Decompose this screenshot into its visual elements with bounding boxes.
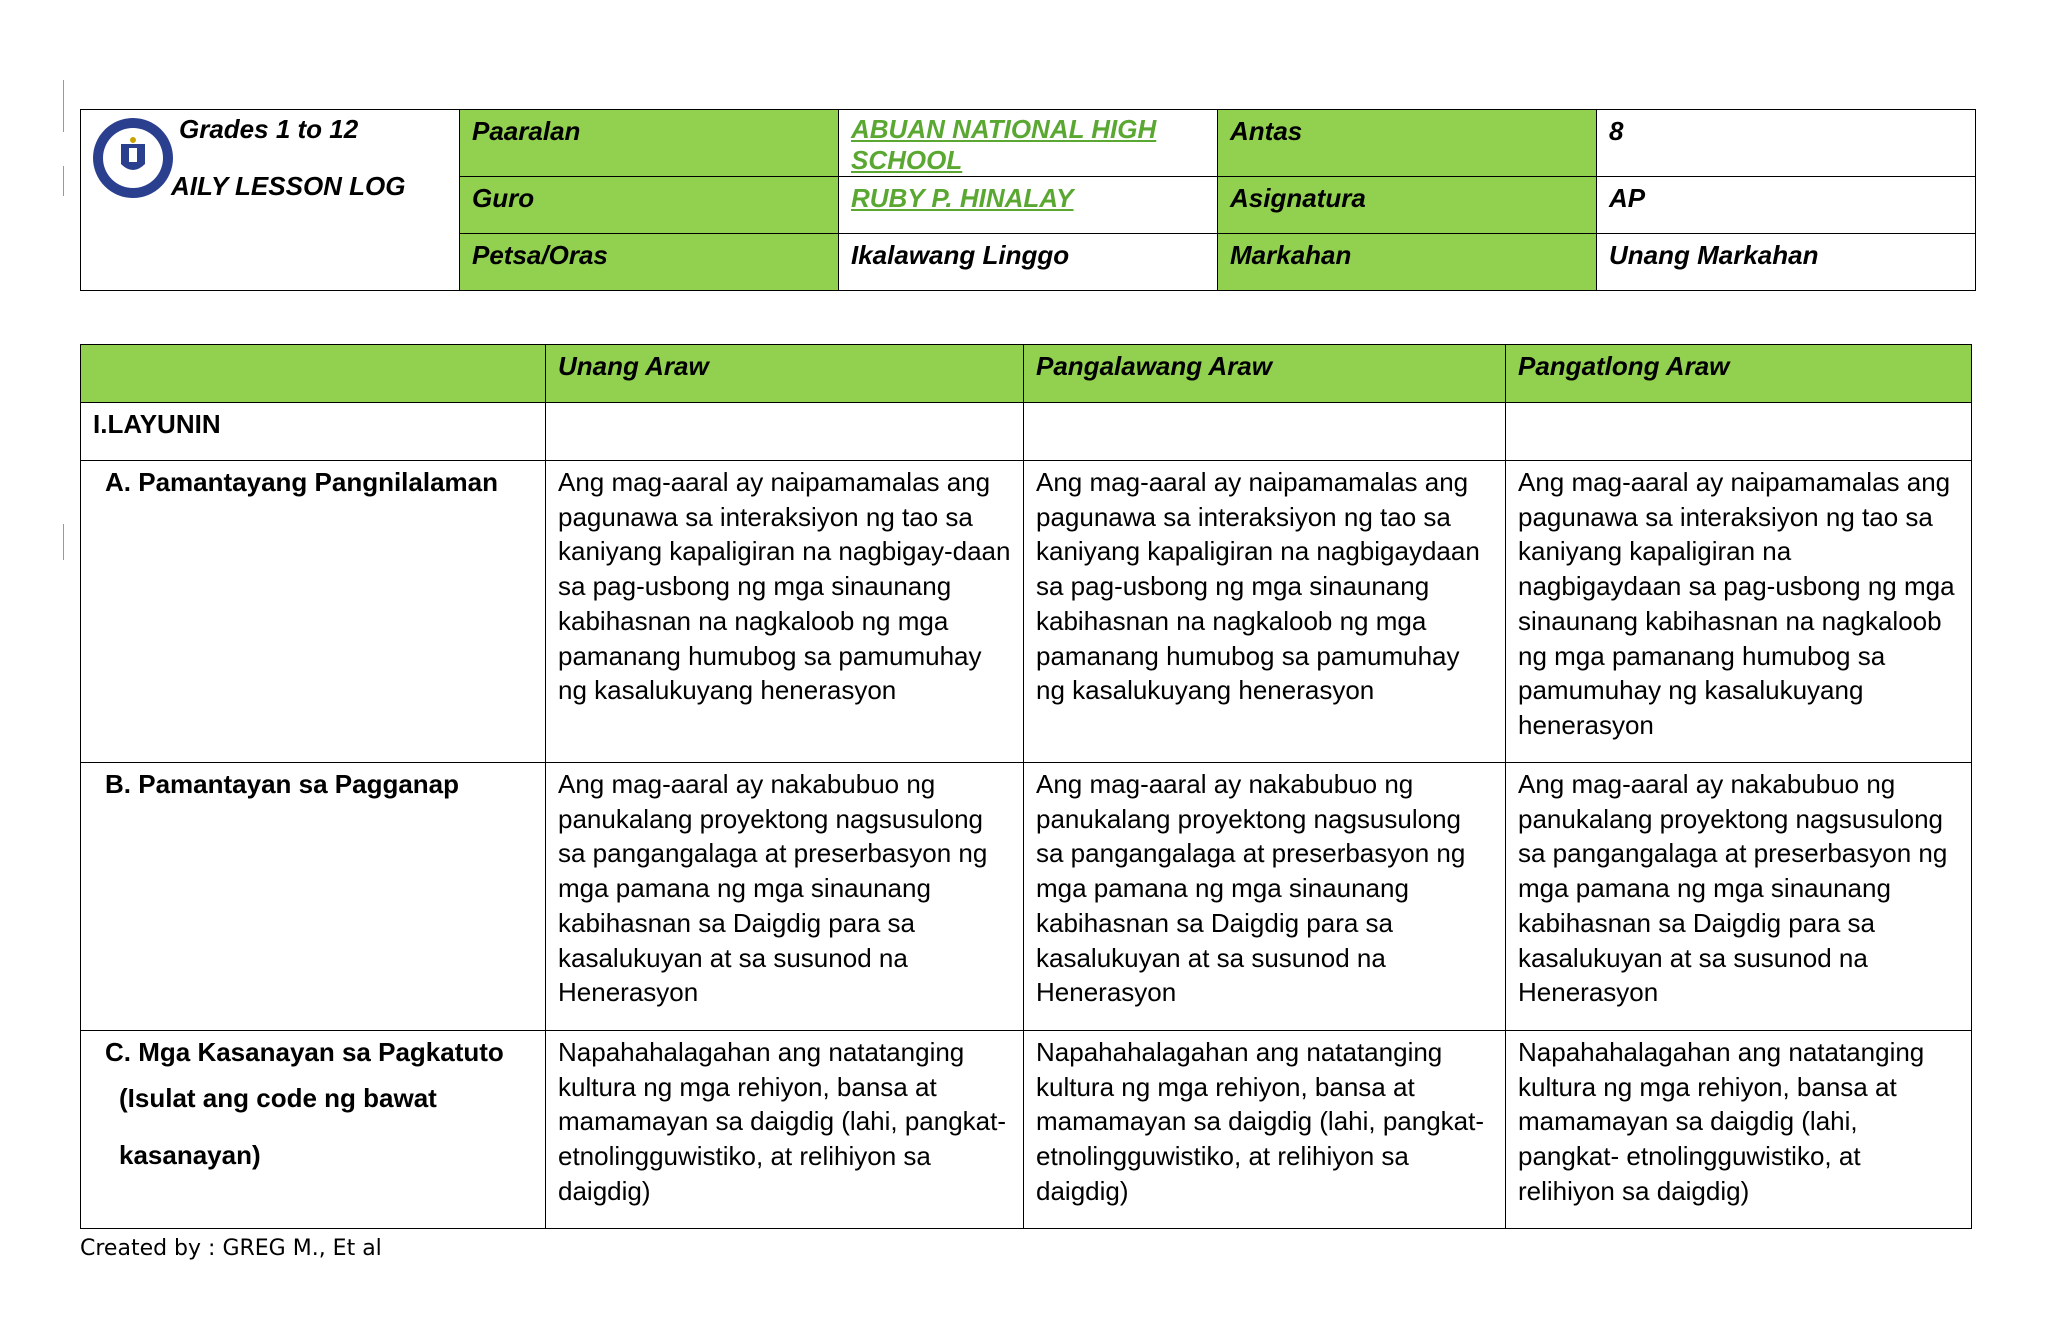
row-c-day3: Napahahalagahan ang natatanging kultura ng mga rehiyon, bansa at mamamayan sa daigdig (lahi, pangkat- etnolingguwistiko, at relihiyon sa daigdig) <box>1506 1031 1972 1229</box>
lesson-log-title: AILY LESSON LOG <box>171 171 406 201</box>
margin-mark <box>63 524 64 560</box>
row-label-b: B. Pamantayan sa Pagganap <box>81 763 546 1031</box>
row-c-day1: Napahahalagahan ang natatanging kultura ng mga rehiyon, bansa at mamamayan sa daigdig (lahi, pangkat- etnolingguwistiko, at relihiyon sa daigdig) <box>546 1031 1024 1229</box>
deped-seal-icon <box>91 116 175 200</box>
label-petsa-oras: Petsa/Oras <box>460 234 839 291</box>
footer-credit: Created by : GREG M., Et al <box>80 1236 382 1261</box>
section-title: I.LAYUNIN <box>81 403 546 461</box>
teacher-name-link[interactable]: RUBY P. HINALAY <box>839 177 1218 234</box>
row-a-day2: Ang mag-aaral ay naipamamalas ang pagunawa sa interaksiyon ng tao sa kaniyang kapaligiran na nagbigaydaan sa pag-usbong ng mga sinaunang kabihasnan na nagkaloob ng mga pamanang humubog sa pamumuhay ng kasalukuyang henerasyon <box>1024 461 1506 763</box>
empty-cell <box>546 403 1024 461</box>
row-label-a: A. Pamantayang Pangnilalaman <box>81 461 546 763</box>
empty-cell <box>1506 403 1972 461</box>
value-antas: 8 <box>1597 110 1976 177</box>
table-row <box>81 1031 1972 1229</box>
section-row <box>81 403 1972 461</box>
column-header-day2: Pangalawang Araw <box>1024 345 1506 403</box>
value-petsa-oras: Ikalawang Linggo <box>839 234 1218 291</box>
table-header-row <box>81 345 1972 403</box>
school-name-link[interactable]: ABUAN NATIONAL HIGH SCHOOL <box>839 110 1218 177</box>
label-guro: Guro <box>460 177 839 234</box>
label-antas: Antas <box>1218 110 1597 177</box>
row-b-day2: Ang mag-aaral ay nakabubuo ng panukalang proyektong nagsusulong sa pangangalaga at preserbasyon ng mga pamana ng mga sinaunang kabihasnan sa Daigdig para sa kasalukuyan at sa susunod na Henerasyon <box>1024 763 1506 1031</box>
row-b-day3: Ang mag-aaral ay nakabubuo ng panukalang proyektong nagsusulong sa pangangalaga at preserbasyon ng mga pamana ng mga sinaunang kabihasnan sa Daigdig para sa kasalukuyan at sa susunod na Henerasyon <box>1506 763 1972 1031</box>
row-a-day1: Ang mag-aaral ay naipamamalas ang pagunawa sa interaksiyon ng tao sa kaniyang kapaligiran na nagbigay-daan sa pag-usbong ng mga sinaunang kabihasnan na nagkaloob ng mga pamanang humubog sa pamumuhay ng kasalukuyang henerasyon <box>546 461 1024 763</box>
margin-mark <box>63 166 64 196</box>
grades-title: Grades 1 to 12 <box>179 114 359 144</box>
value-asignatura: AP <box>1597 177 1976 234</box>
column-header-day3: Pangatlong Araw <box>1506 345 1972 403</box>
row-label-c-cell <box>81 1031 546 1229</box>
header-blank-cell <box>81 345 546 403</box>
label-paaralan: Paaralan <box>460 110 839 177</box>
row-c-day2: Napahahalagahan ang natatanging kultura ng mga rehiyon, bansa at mamamayan sa daigdig (lahi, pangkat- etnolingguwistiko, at relihiyon sa daigdig) <box>1024 1031 1506 1229</box>
empty-cell <box>1024 403 1506 461</box>
row-b-day1: Ang mag-aaral ay nakabubuo ng panukalang proyektong nagsusulong sa pangangalaga at preserbasyon ng mga pamana ng mga sinaunang kabihasnan sa Daigdig para sa kasalukuyan at sa susunod na Henerasyon <box>546 763 1024 1031</box>
table-row <box>81 763 1972 1031</box>
label-markahan: Markahan <box>1218 234 1597 291</box>
logo-cell <box>81 110 460 291</box>
value-markahan: Unang Markahan <box>1597 234 1976 291</box>
row-sublabel-c: (Isulat ang code ng bawat kasanayan) <box>119 1082 437 1170</box>
margin-mark <box>63 80 64 132</box>
column-header-day1: Unang Araw <box>546 345 1024 403</box>
lesson-table <box>80 344 1972 1229</box>
table-row <box>81 461 1972 763</box>
row-a-day3: Ang mag-aaral ay naipamamalas ang pagunawa sa interaksiyon ng tao sa kaniyang kapaligiran na nagbigaydaan sa pag-usbong ng mga sinaunang kabihasnan na nagkaloob ng mga pamanang humubog sa pamumuhay ng kasalukuyang henerasyon <box>1506 461 1972 763</box>
header-table <box>80 109 1976 291</box>
row-label-c: C. Mga Kasanayan sa Pagkatuto <box>105 1037 504 1067</box>
label-asignatura: Asignatura <box>1218 177 1597 234</box>
